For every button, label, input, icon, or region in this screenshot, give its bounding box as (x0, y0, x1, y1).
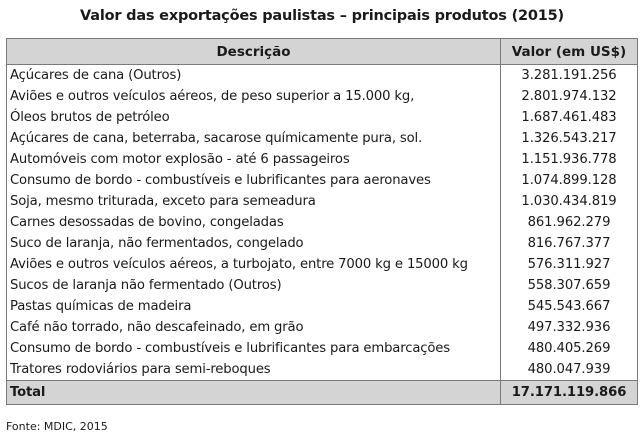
row-description: Pastas químicas de madeira (7, 296, 501, 317)
row-description: Suco de laranja, não fermentados, congelado (7, 233, 501, 254)
exports-table (6, 38, 638, 405)
total-value: 17.171.119.866 (501, 381, 638, 405)
table-row (7, 149, 638, 170)
row-value: 3.281.191.256 (501, 65, 638, 87)
source-note: Fonte: MDIC, 2015 (6, 420, 108, 433)
row-description: Sucos de laranja não fermentado (Outros) (7, 275, 501, 296)
row-description: Automóveis com motor explosão - até 6 passageiros (7, 149, 501, 170)
row-value: 861.962.279 (501, 212, 638, 233)
row-description: Aviões e outros veículos aéreos, a turbojato, entre 7000 kg e 15000 kg (7, 254, 501, 275)
table-row (7, 212, 638, 233)
row-description: Aviões e outros veículos aéreos, de peso superior a 15.000 kg, (7, 86, 501, 107)
row-value: 1.326.543.217 (501, 128, 638, 149)
row-description: Soja, mesmo triturada, exceto para semeadura (7, 191, 501, 212)
table-title: Valor das exportações paulistas – principais produtos (2015) (80, 8, 564, 24)
total-row (7, 381, 638, 405)
row-value: 1.030.434.819 (501, 191, 638, 212)
row-description: Tratores rodoviários para semi-reboques (7, 359, 501, 381)
row-description: Consumo de bordo - combustíveis e lubrificantes para aeronaves (7, 170, 501, 191)
row-description: Açúcares de cana, beterraba, sacarose químicamente pura, sol. (7, 128, 501, 149)
row-value: 545.543.667 (501, 296, 638, 317)
table-row (7, 128, 638, 149)
row-value: 558.307.659 (501, 275, 638, 296)
row-value: 1.074.899.128 (501, 170, 638, 191)
row-value: 1.151.936.778 (501, 149, 638, 170)
row-description: Consumo de bordo - combustíveis e lubrificantes para embarcações (7, 338, 501, 359)
table-row (7, 296, 638, 317)
row-description: Açúcares de cana (Outros) (7, 65, 501, 87)
row-value: 480.047.939 (501, 359, 638, 381)
table-row (7, 170, 638, 191)
total-label: Total (7, 381, 501, 405)
table-row (7, 65, 638, 87)
row-value: 816.767.377 (501, 233, 638, 254)
table-row (7, 107, 638, 128)
row-value: 1.687.461.483 (501, 107, 638, 128)
table-row (7, 233, 638, 254)
row-value: 2.801.974.132 (501, 86, 638, 107)
table-row (7, 275, 638, 296)
row-value: 497.332.936 (501, 317, 638, 338)
row-description: Carnes desossadas de bovino, congeladas (7, 212, 501, 233)
row-description: Café não torrado, não descafeinado, em grão (7, 317, 501, 338)
table-body (7, 65, 638, 381)
row-value: 576.311.927 (501, 254, 638, 275)
table-row (7, 254, 638, 275)
row-description: Óleos brutos de petróleo (7, 107, 501, 128)
table-row (7, 359, 638, 381)
table-row (7, 338, 638, 359)
header-value: Valor (em US$) (501, 39, 638, 65)
table-row (7, 317, 638, 338)
table-row (7, 191, 638, 212)
header-description: Descrição (7, 39, 501, 65)
row-value: 480.405.269 (501, 338, 638, 359)
table-row (7, 86, 638, 107)
header-row (7, 39, 638, 65)
